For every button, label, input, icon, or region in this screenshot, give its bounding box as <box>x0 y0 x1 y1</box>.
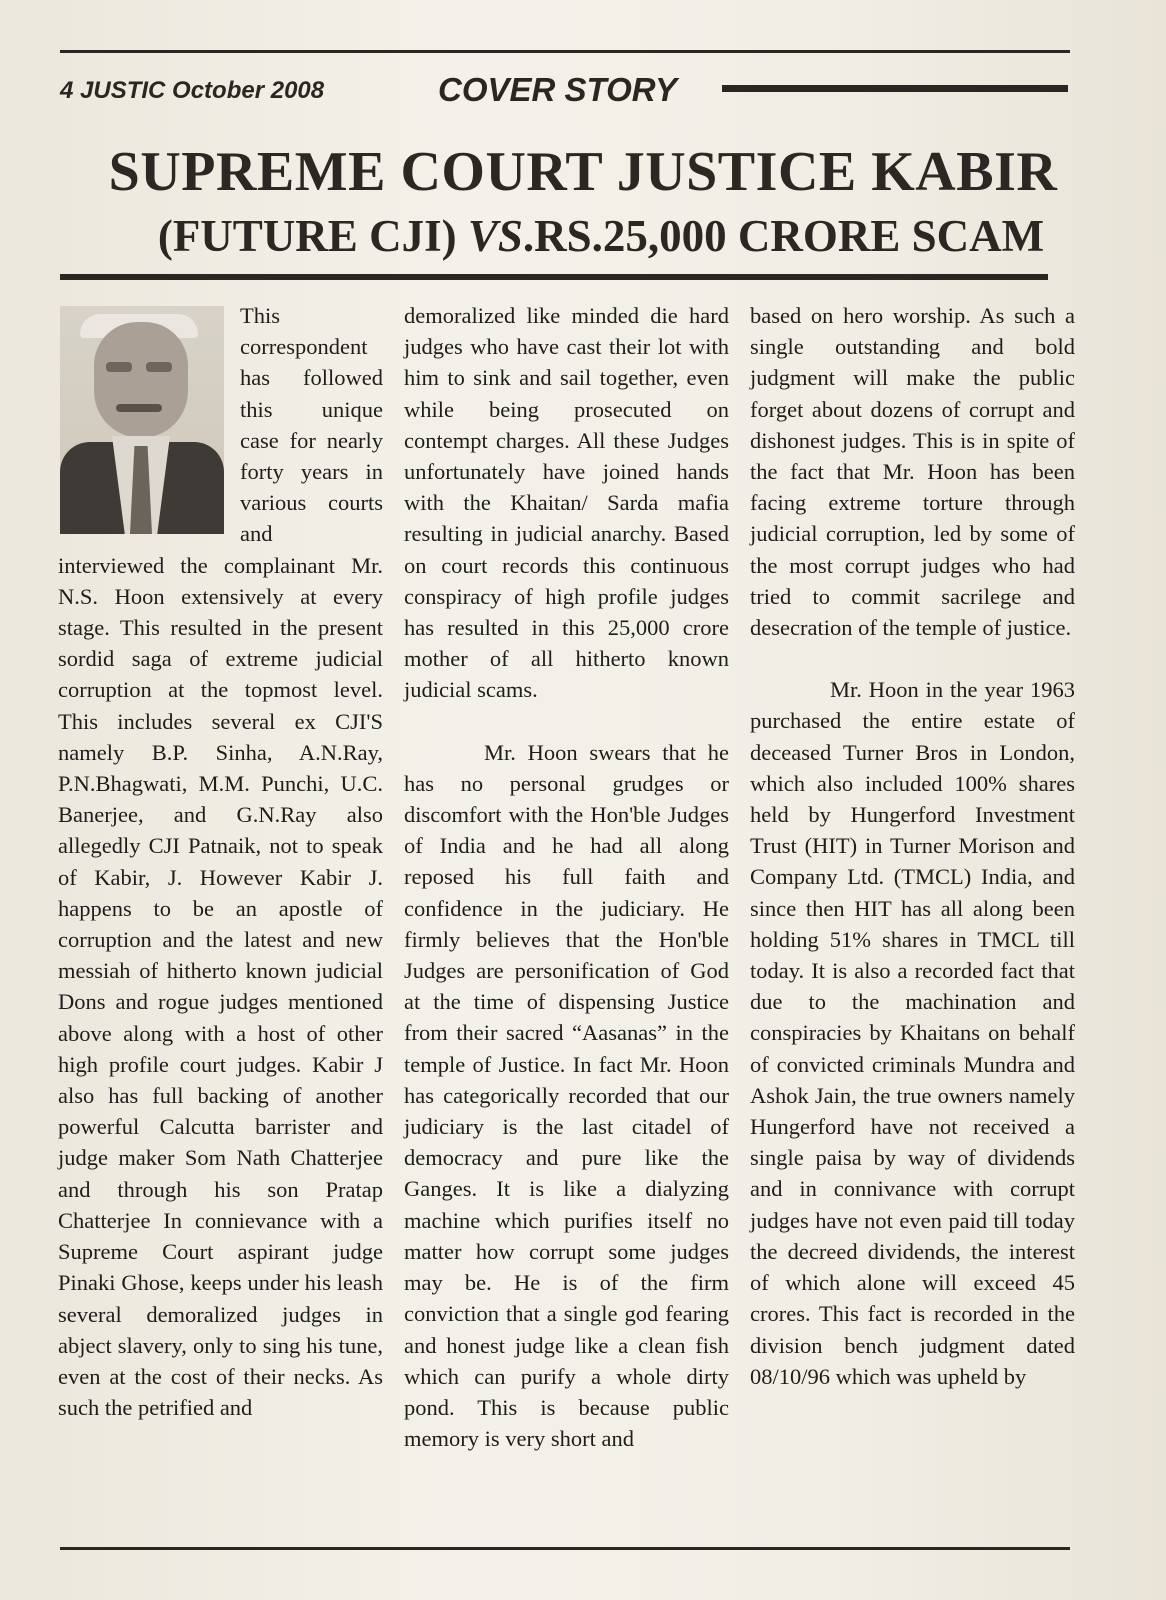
headline-vs: VS <box>467 211 523 261</box>
col1-paragraph-1: This correspondent has followed this unique case for nearly forty years in various courts and interviewed the complainant Mr. N.S. Hoon extensively at every stage. This resulted in the present sordid saga of extreme judicial corruption at the topmost level. This includes several ex CJI'S namely B.P. Sinha, A.N.Ray, P.N.Bhagwati, M.M. Punchi, U.C. Banerjee, and G.N.Ray also allegedly CJI Patnaik, not to speak of Kabir, J. However Kabir J. happens to be an apostle of corruption and the latest and new messiah of hitherto known judicial Dons and rogue judges mentioned above along with a host of other high profile court judges. Kabir J also has full backing of another powerful Calcutta barrister and judge maker Som Nath Chatterjee and through his son Pratap Chatterjee In connievance with a Supreme Court aspirant judge Pinaki Ghose, keeps under his leash several demoralized judges in abject slavery, only to sing his tune, even at the cost of their necks. As such the petrified and <box>58 303 383 1421</box>
headline-line-2-b: .RS.25,000 CRORE SCAM <box>522 211 1045 261</box>
issue-info: 4 JUSTIC October 2008 <box>60 77 325 104</box>
article-column-2 <box>404 300 729 1454</box>
headline-line-1: SUPREME COURT JUSTICE KABIR <box>108 141 1058 203</box>
bottom-rule <box>60 1547 1070 1550</box>
section-title: COVER STORY <box>438 71 678 108</box>
article-column-1 <box>58 300 383 1423</box>
top-rule <box>60 50 1070 53</box>
portrait-photo <box>60 306 224 534</box>
article-column-3 <box>750 300 1075 1392</box>
col3-paragraph-2: Mr. Hoon in the year 1963 purchased the entire estate of deceased Turner Bros in London, which also included 100% shares held by Hungerford Investment Trust (HIT) in Turner Morison and Company Ltd. (TMCL) India, and since then HIT has all along been holding 51% shares in TMCL till today. It is also a recorded fact that due to the machination and conspiracies by Khaitans on behalf of convicted criminals Mundra and Ashok Jain, the true owners namely Hungerford have not received a single paisa by way of dividends and in connivance with corrupt judges have not even paid till today the decreed dividends, the interest of which alone will exceed 45 crores. This fact is recorded in the division bench judgment dated 08/10/96 which was upheld by <box>750 677 1075 1389</box>
headline-line-2-a: (FUTURE CJI) <box>157 211 468 261</box>
headline-rule <box>60 274 1048 280</box>
col2-paragraph-2: Mr. Hoon swears that he has no personal grudges or discomfort with the Hon'ble Judges of India and he had all along reposed his full faith and confidence in the judiciary. He firmly believes that the Hon'ble Judges are personification of God at the time of dispensing Justice from their sacred “Aasanas” in the temple of Justice. In fact Mr. Hoon has categorically recorded that our judiciary is the last citadel of democracy and pure like the Ganges. It is like a dialyzing machine which purifies itself no matter how corrupt some judges may be. He is of the firm conviction that a single god fearing and honest judge like a clean fish which can purify a whole dirty pond. This is because public memory is very short and <box>404 739 729 1452</box>
col3-paragraph-1: based on hero worship. As such a single outstanding and bold judgment will make the public forget about dozens of corrupt and dishonest judges. This is in spite of the fact that Mr. Hoon has been facing extreme torture through judicial corruption, led by some of the most corrupt judges who had tried to commit sacrilege and desecration of the temple of justice. <box>750 303 1075 641</box>
col2-paragraph-1: demoralized like minded die hard judges who have cast their lot with him to sink and sail together, even while being prosecuted on contempt charges. All these Judges unfortunately have joined hands with the Khaitan/ Sarda mafia resulting in judicial anarchy. Based on court records this continuous conspiracy of high profile judges has resulted in this 25,000 crore mother of all hitherto known judicial scams. <box>404 303 729 703</box>
section-rule <box>722 85 1068 92</box>
headline-line-2 <box>0 210 1166 262</box>
